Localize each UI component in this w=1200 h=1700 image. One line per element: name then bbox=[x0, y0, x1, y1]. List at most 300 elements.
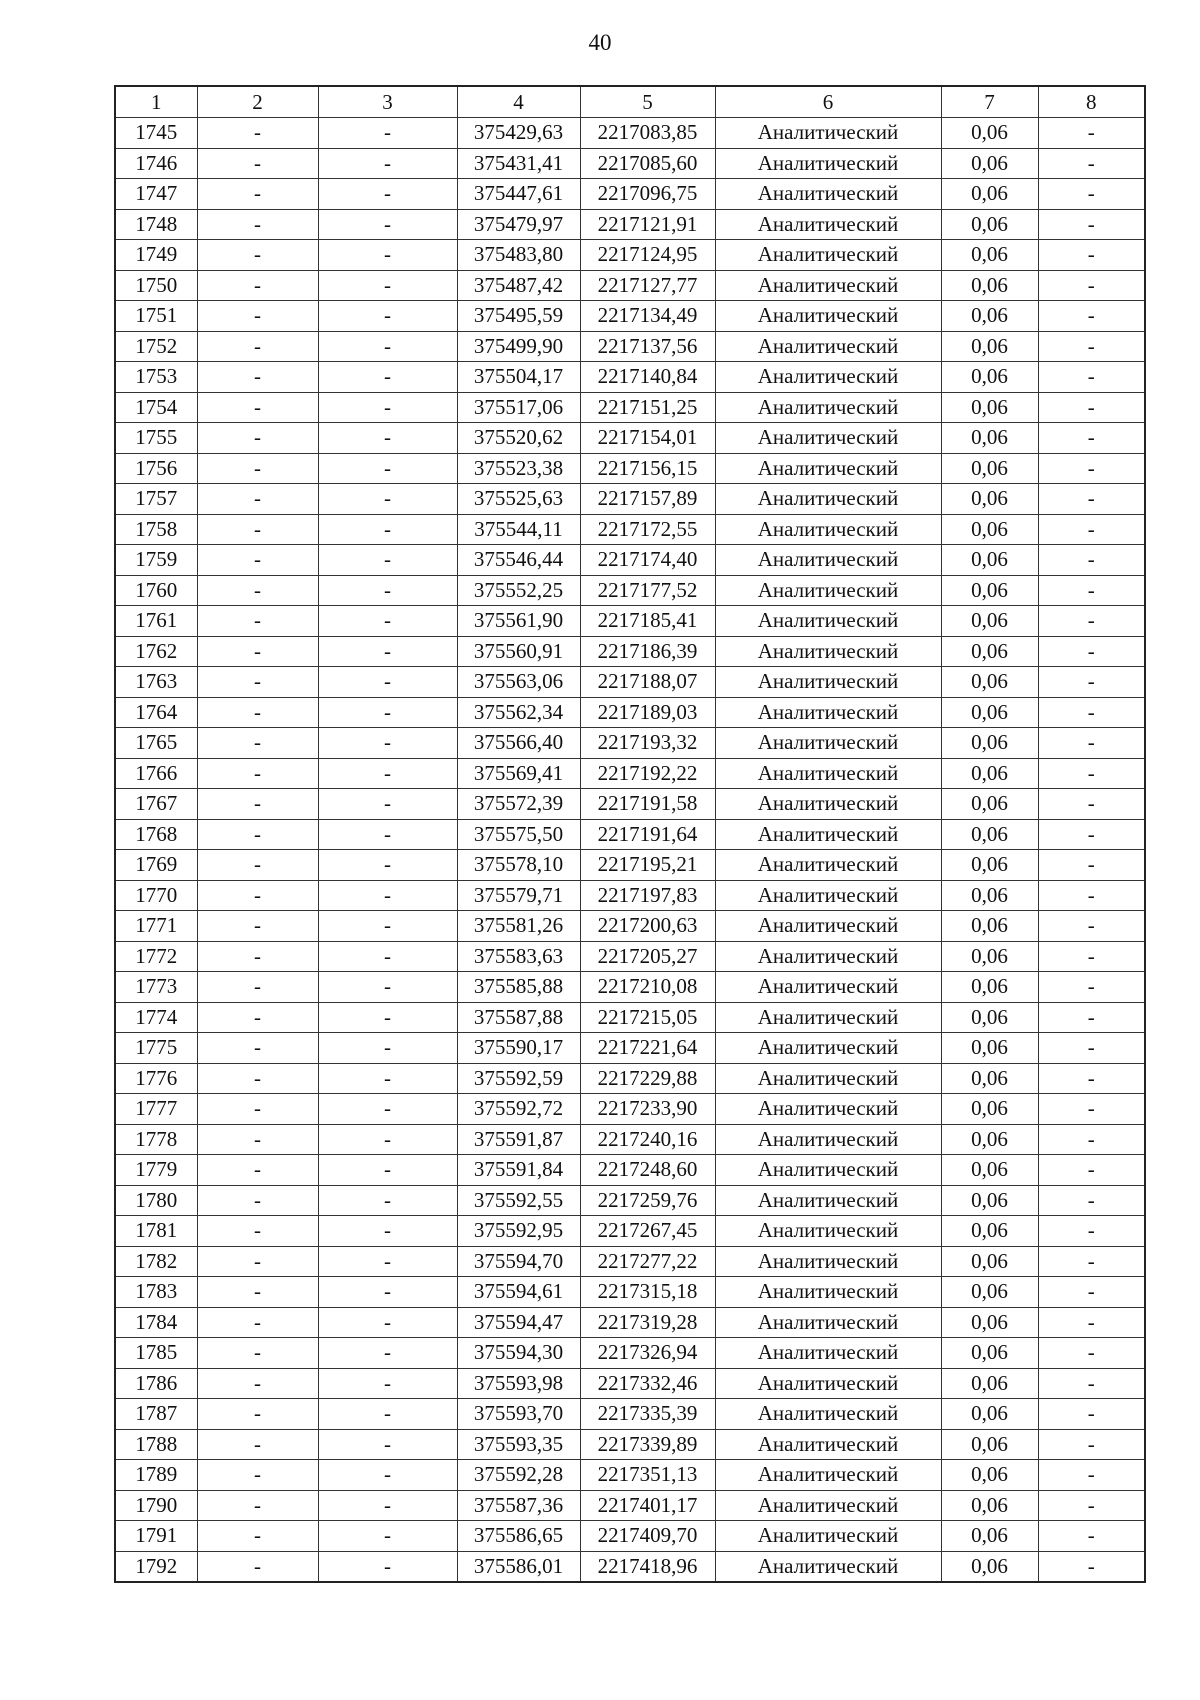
col3-value-cell: - bbox=[318, 1551, 457, 1582]
x-coordinate-cell: 375563,06 bbox=[457, 667, 580, 698]
y-coordinate-cell: 2217096,75 bbox=[580, 179, 715, 210]
table-row bbox=[115, 575, 1145, 606]
table-row bbox=[115, 301, 1145, 332]
y-coordinate-cell: 2217229,88 bbox=[580, 1063, 715, 1094]
col3-value-cell: - bbox=[318, 1399, 457, 1430]
accuracy-cell: 0,06 bbox=[941, 575, 1038, 606]
y-coordinate-cell: 2217156,15 bbox=[580, 453, 715, 484]
method-cell: Аналитический bbox=[715, 331, 941, 362]
col2-value-cell: - bbox=[197, 514, 318, 545]
col3-value-cell: - bbox=[318, 1307, 457, 1338]
accuracy-cell: 0,06 bbox=[941, 362, 1038, 393]
col8-value-cell: - bbox=[1038, 1460, 1145, 1491]
col8-value-cell: - bbox=[1038, 1185, 1145, 1216]
y-coordinate-cell: 2217332,46 bbox=[580, 1368, 715, 1399]
col3-value-cell: - bbox=[318, 1185, 457, 1216]
x-coordinate-cell: 375594,30 bbox=[457, 1338, 580, 1369]
col8-value-cell: - bbox=[1038, 1429, 1145, 1460]
col3-value-cell: - bbox=[318, 240, 457, 271]
y-coordinate-cell: 2217210,08 bbox=[580, 972, 715, 1003]
x-coordinate-cell: 375592,59 bbox=[457, 1063, 580, 1094]
row-number-cell: 1786 bbox=[115, 1368, 197, 1399]
x-coordinate-cell: 375587,36 bbox=[457, 1490, 580, 1521]
col3-value-cell: - bbox=[318, 362, 457, 393]
x-coordinate-cell: 375504,17 bbox=[457, 362, 580, 393]
table-row bbox=[115, 1124, 1145, 1155]
table-row bbox=[115, 1368, 1145, 1399]
accuracy-cell: 0,06 bbox=[941, 972, 1038, 1003]
accuracy-cell: 0,06 bbox=[941, 819, 1038, 850]
table-row bbox=[115, 1185, 1145, 1216]
row-number-cell: 1766 bbox=[115, 758, 197, 789]
row-number-cell: 1784 bbox=[115, 1307, 197, 1338]
col2-value-cell: - bbox=[197, 575, 318, 606]
x-coordinate-cell: 375523,38 bbox=[457, 453, 580, 484]
accuracy-cell: 0,06 bbox=[941, 453, 1038, 484]
accuracy-cell: 0,06 bbox=[941, 1399, 1038, 1430]
col8-value-cell: - bbox=[1038, 331, 1145, 362]
row-number-cell: 1780 bbox=[115, 1185, 197, 1216]
method-cell: Аналитический bbox=[715, 1155, 941, 1186]
x-coordinate-cell: 375592,95 bbox=[457, 1216, 580, 1247]
table-row bbox=[115, 850, 1145, 881]
col2-value-cell: - bbox=[197, 1185, 318, 1216]
y-coordinate-cell: 2217315,18 bbox=[580, 1277, 715, 1308]
accuracy-cell: 0,06 bbox=[941, 789, 1038, 820]
col8-value-cell: - bbox=[1038, 118, 1145, 149]
col2-value-cell: - bbox=[197, 392, 318, 423]
row-number-cell: 1790 bbox=[115, 1490, 197, 1521]
col2-value-cell: - bbox=[197, 1551, 318, 1582]
table-row bbox=[115, 1277, 1145, 1308]
col8-value-cell: - bbox=[1038, 941, 1145, 972]
column-header-3: 3 bbox=[318, 86, 457, 118]
col2-value-cell: - bbox=[197, 331, 318, 362]
row-number-cell: 1746 bbox=[115, 148, 197, 179]
col2-value-cell: - bbox=[197, 728, 318, 759]
accuracy-cell: 0,06 bbox=[941, 1063, 1038, 1094]
method-cell: Аналитический bbox=[715, 118, 941, 149]
method-cell: Аналитический bbox=[715, 362, 941, 393]
row-number-cell: 1767 bbox=[115, 789, 197, 820]
col2-value-cell: - bbox=[197, 1277, 318, 1308]
accuracy-cell: 0,06 bbox=[941, 484, 1038, 515]
accuracy-cell: 0,06 bbox=[941, 331, 1038, 362]
method-cell: Аналитический bbox=[715, 575, 941, 606]
col3-value-cell: - bbox=[318, 301, 457, 332]
method-cell: Аналитический bbox=[715, 1277, 941, 1308]
table-row bbox=[115, 1216, 1145, 1247]
table-row bbox=[115, 240, 1145, 271]
col8-value-cell: - bbox=[1038, 453, 1145, 484]
row-number-cell: 1751 bbox=[115, 301, 197, 332]
x-coordinate-cell: 375594,47 bbox=[457, 1307, 580, 1338]
x-coordinate-cell: 375517,06 bbox=[457, 392, 580, 423]
row-number-cell: 1749 bbox=[115, 240, 197, 271]
column-header-6: 6 bbox=[715, 86, 941, 118]
method-cell: Аналитический bbox=[715, 423, 941, 454]
method-cell: Аналитический bbox=[715, 179, 941, 210]
table-row bbox=[115, 1521, 1145, 1552]
y-coordinate-cell: 2217248,60 bbox=[580, 1155, 715, 1186]
row-number-cell: 1782 bbox=[115, 1246, 197, 1277]
row-number-cell: 1754 bbox=[115, 392, 197, 423]
y-coordinate-cell: 2217137,56 bbox=[580, 331, 715, 362]
table-row bbox=[115, 1063, 1145, 1094]
col8-value-cell: - bbox=[1038, 1551, 1145, 1582]
table-row bbox=[115, 972, 1145, 1003]
table-row bbox=[115, 362, 1145, 393]
col2-value-cell: - bbox=[197, 118, 318, 149]
col2-value-cell: - bbox=[197, 819, 318, 850]
col3-value-cell: - bbox=[318, 1521, 457, 1552]
row-number-cell: 1781 bbox=[115, 1216, 197, 1247]
x-coordinate-cell: 375562,34 bbox=[457, 697, 580, 728]
col2-value-cell: - bbox=[197, 1460, 318, 1491]
table-row bbox=[115, 331, 1145, 362]
y-coordinate-cell: 2217351,13 bbox=[580, 1460, 715, 1491]
accuracy-cell: 0,06 bbox=[941, 636, 1038, 667]
col8-value-cell: - bbox=[1038, 1307, 1145, 1338]
row-number-cell: 1745 bbox=[115, 118, 197, 149]
col3-value-cell: - bbox=[318, 392, 457, 423]
table-row bbox=[115, 1094, 1145, 1125]
col2-value-cell: - bbox=[197, 1063, 318, 1094]
x-coordinate-cell: 375520,62 bbox=[457, 423, 580, 454]
row-number-cell: 1787 bbox=[115, 1399, 197, 1430]
x-coordinate-cell: 375592,55 bbox=[457, 1185, 580, 1216]
col2-value-cell: - bbox=[197, 1216, 318, 1247]
x-coordinate-cell: 375593,70 bbox=[457, 1399, 580, 1430]
y-coordinate-cell: 2217409,70 bbox=[580, 1521, 715, 1552]
col3-value-cell: - bbox=[318, 331, 457, 362]
row-number-cell: 1771 bbox=[115, 911, 197, 942]
col3-value-cell: - bbox=[318, 1277, 457, 1308]
col2-value-cell: - bbox=[197, 240, 318, 271]
col2-value-cell: - bbox=[197, 1368, 318, 1399]
col8-value-cell: - bbox=[1038, 789, 1145, 820]
x-coordinate-cell: 375552,25 bbox=[457, 575, 580, 606]
x-coordinate-cell: 375483,80 bbox=[457, 240, 580, 271]
method-cell: Аналитический bbox=[715, 1185, 941, 1216]
y-coordinate-cell: 2217259,76 bbox=[580, 1185, 715, 1216]
y-coordinate-cell: 2217172,55 bbox=[580, 514, 715, 545]
col3-value-cell: - bbox=[318, 972, 457, 1003]
accuracy-cell: 0,06 bbox=[941, 545, 1038, 576]
x-coordinate-cell: 375590,17 bbox=[457, 1033, 580, 1064]
col8-value-cell: - bbox=[1038, 1521, 1145, 1552]
y-coordinate-cell: 2217319,28 bbox=[580, 1307, 715, 1338]
col2-value-cell: - bbox=[197, 850, 318, 881]
accuracy-cell: 0,06 bbox=[941, 1307, 1038, 1338]
method-cell: Аналитический bbox=[715, 270, 941, 301]
x-coordinate-cell: 375579,71 bbox=[457, 880, 580, 911]
accuracy-cell: 0,06 bbox=[941, 667, 1038, 698]
y-coordinate-cell: 2217205,27 bbox=[580, 941, 715, 972]
y-coordinate-cell: 2217193,32 bbox=[580, 728, 715, 759]
x-coordinate-cell: 375566,40 bbox=[457, 728, 580, 759]
accuracy-cell: 0,06 bbox=[941, 1429, 1038, 1460]
method-cell: Аналитический bbox=[715, 1246, 941, 1277]
col3-value-cell: - bbox=[318, 1124, 457, 1155]
table-row bbox=[115, 392, 1145, 423]
accuracy-cell: 0,06 bbox=[941, 1551, 1038, 1582]
col2-value-cell: - bbox=[197, 1399, 318, 1430]
table-row bbox=[115, 148, 1145, 179]
x-coordinate-cell: 375561,90 bbox=[457, 606, 580, 637]
row-number-cell: 1764 bbox=[115, 697, 197, 728]
col8-value-cell: - bbox=[1038, 636, 1145, 667]
accuracy-cell: 0,06 bbox=[941, 1002, 1038, 1033]
x-coordinate-cell: 375581,26 bbox=[457, 911, 580, 942]
x-coordinate-cell: 375578,10 bbox=[457, 850, 580, 881]
y-coordinate-cell: 2217326,94 bbox=[580, 1338, 715, 1369]
y-coordinate-cell: 2217335,39 bbox=[580, 1399, 715, 1430]
row-number-cell: 1788 bbox=[115, 1429, 197, 1460]
col2-value-cell: - bbox=[197, 545, 318, 576]
x-coordinate-cell: 375586,01 bbox=[457, 1551, 580, 1582]
column-header-8: 8 bbox=[1038, 86, 1145, 118]
col3-value-cell: - bbox=[318, 179, 457, 210]
table-header bbox=[115, 86, 1145, 118]
method-cell: Аналитический bbox=[715, 1460, 941, 1491]
y-coordinate-cell: 2217157,89 bbox=[580, 484, 715, 515]
col2-value-cell: - bbox=[197, 1033, 318, 1064]
table-row bbox=[115, 1460, 1145, 1491]
method-cell: Аналитический bbox=[715, 1124, 941, 1155]
accuracy-cell: 0,06 bbox=[941, 1033, 1038, 1064]
method-cell: Аналитический bbox=[715, 545, 941, 576]
table-row bbox=[115, 1551, 1145, 1582]
table-row bbox=[115, 179, 1145, 210]
x-coordinate-cell: 375569,41 bbox=[457, 758, 580, 789]
row-number-cell: 1763 bbox=[115, 667, 197, 698]
x-coordinate-cell: 375575,50 bbox=[457, 819, 580, 850]
x-coordinate-cell: 375587,88 bbox=[457, 1002, 580, 1033]
method-cell: Аналитический bbox=[715, 1307, 941, 1338]
x-coordinate-cell: 375594,61 bbox=[457, 1277, 580, 1308]
row-number-cell: 1776 bbox=[115, 1063, 197, 1094]
row-number-cell: 1762 bbox=[115, 636, 197, 667]
method-cell: Аналитический bbox=[715, 911, 941, 942]
col8-value-cell: - bbox=[1038, 1399, 1145, 1430]
col3-value-cell: - bbox=[318, 453, 457, 484]
method-cell: Аналитический bbox=[715, 941, 941, 972]
x-coordinate-cell: 375560,91 bbox=[457, 636, 580, 667]
col3-value-cell: - bbox=[318, 850, 457, 881]
method-cell: Аналитический bbox=[715, 392, 941, 423]
y-coordinate-cell: 2217121,91 bbox=[580, 209, 715, 240]
x-coordinate-cell: 375586,65 bbox=[457, 1521, 580, 1552]
x-coordinate-cell: 375431,41 bbox=[457, 148, 580, 179]
col2-value-cell: - bbox=[197, 270, 318, 301]
col8-value-cell: - bbox=[1038, 606, 1145, 637]
accuracy-cell: 0,06 bbox=[941, 1246, 1038, 1277]
y-coordinate-cell: 2217267,45 bbox=[580, 1216, 715, 1247]
row-number-cell: 1773 bbox=[115, 972, 197, 1003]
col8-value-cell: - bbox=[1038, 1277, 1145, 1308]
table-row bbox=[115, 1155, 1145, 1186]
col3-value-cell: - bbox=[318, 209, 457, 240]
row-number-cell: 1789 bbox=[115, 1460, 197, 1491]
table-row bbox=[115, 1246, 1145, 1277]
col3-value-cell: - bbox=[318, 514, 457, 545]
col8-value-cell: - bbox=[1038, 1490, 1145, 1521]
col2-value-cell: - bbox=[197, 1338, 318, 1369]
x-coordinate-cell: 375585,88 bbox=[457, 972, 580, 1003]
y-coordinate-cell: 2217127,77 bbox=[580, 270, 715, 301]
method-cell: Аналитический bbox=[715, 636, 941, 667]
table-row bbox=[115, 789, 1145, 820]
y-coordinate-cell: 2217197,83 bbox=[580, 880, 715, 911]
x-coordinate-cell: 375546,44 bbox=[457, 545, 580, 576]
y-coordinate-cell: 2217185,41 bbox=[580, 606, 715, 637]
column-header-7: 7 bbox=[941, 86, 1038, 118]
col2-value-cell: - bbox=[197, 301, 318, 332]
x-coordinate-cell: 375592,72 bbox=[457, 1094, 580, 1125]
col8-value-cell: - bbox=[1038, 880, 1145, 911]
x-coordinate-cell: 375591,87 bbox=[457, 1124, 580, 1155]
row-number-cell: 1774 bbox=[115, 1002, 197, 1033]
method-cell: Аналитический bbox=[715, 819, 941, 850]
x-coordinate-cell: 375592,28 bbox=[457, 1460, 580, 1491]
y-coordinate-cell: 2217195,21 bbox=[580, 850, 715, 881]
col8-value-cell: - bbox=[1038, 240, 1145, 271]
x-coordinate-cell: 375429,63 bbox=[457, 118, 580, 149]
method-cell: Аналитический bbox=[715, 789, 941, 820]
col2-value-cell: - bbox=[197, 423, 318, 454]
table-row bbox=[115, 941, 1145, 972]
accuracy-cell: 0,06 bbox=[941, 118, 1038, 149]
column-header-5: 5 bbox=[580, 86, 715, 118]
row-number-cell: 1750 bbox=[115, 270, 197, 301]
table-row bbox=[115, 484, 1145, 515]
col2-value-cell: - bbox=[197, 148, 318, 179]
table-row bbox=[115, 1490, 1145, 1521]
x-coordinate-cell: 375479,97 bbox=[457, 209, 580, 240]
row-number-cell: 1772 bbox=[115, 941, 197, 972]
row-number-cell: 1769 bbox=[115, 850, 197, 881]
table-row bbox=[115, 514, 1145, 545]
y-coordinate-cell: 2217277,22 bbox=[580, 1246, 715, 1277]
row-number-cell: 1757 bbox=[115, 484, 197, 515]
y-coordinate-cell: 2217174,40 bbox=[580, 545, 715, 576]
col8-value-cell: - bbox=[1038, 575, 1145, 606]
col3-value-cell: - bbox=[318, 636, 457, 667]
col2-value-cell: - bbox=[197, 667, 318, 698]
accuracy-cell: 0,06 bbox=[941, 941, 1038, 972]
col3-value-cell: - bbox=[318, 667, 457, 698]
table-row bbox=[115, 758, 1145, 789]
col8-value-cell: - bbox=[1038, 545, 1145, 576]
accuracy-cell: 0,06 bbox=[941, 697, 1038, 728]
y-coordinate-cell: 2217189,03 bbox=[580, 697, 715, 728]
y-coordinate-cell: 2217177,52 bbox=[580, 575, 715, 606]
col8-value-cell: - bbox=[1038, 819, 1145, 850]
x-coordinate-cell: 375593,98 bbox=[457, 1368, 580, 1399]
col2-value-cell: - bbox=[197, 972, 318, 1003]
table-row bbox=[115, 1429, 1145, 1460]
accuracy-cell: 0,06 bbox=[941, 1490, 1038, 1521]
accuracy-cell: 0,06 bbox=[941, 850, 1038, 881]
accuracy-cell: 0,06 bbox=[941, 1368, 1038, 1399]
row-number-cell: 1779 bbox=[115, 1155, 197, 1186]
col3-value-cell: - bbox=[318, 118, 457, 149]
col3-value-cell: - bbox=[318, 941, 457, 972]
row-number-cell: 1752 bbox=[115, 331, 197, 362]
accuracy-cell: 0,06 bbox=[941, 1185, 1038, 1216]
row-number-cell: 1761 bbox=[115, 606, 197, 637]
accuracy-cell: 0,06 bbox=[941, 514, 1038, 545]
col3-value-cell: - bbox=[318, 148, 457, 179]
method-cell: Аналитический bbox=[715, 1094, 941, 1125]
table-row bbox=[115, 1002, 1145, 1033]
row-number-cell: 1748 bbox=[115, 209, 197, 240]
row-number-cell: 1785 bbox=[115, 1338, 197, 1369]
accuracy-cell: 0,06 bbox=[941, 911, 1038, 942]
y-coordinate-cell: 2217188,07 bbox=[580, 667, 715, 698]
table-row bbox=[115, 636, 1145, 667]
col2-value-cell: - bbox=[197, 453, 318, 484]
method-cell: Аналитический bbox=[715, 148, 941, 179]
row-number-cell: 1755 bbox=[115, 423, 197, 454]
y-coordinate-cell: 2217134,49 bbox=[580, 301, 715, 332]
row-number-cell: 1777 bbox=[115, 1094, 197, 1125]
table-row bbox=[115, 118, 1145, 149]
row-number-cell: 1768 bbox=[115, 819, 197, 850]
method-cell: Аналитический bbox=[715, 758, 941, 789]
table-body bbox=[115, 118, 1145, 1583]
accuracy-cell: 0,06 bbox=[941, 758, 1038, 789]
col2-value-cell: - bbox=[197, 1094, 318, 1125]
col3-value-cell: - bbox=[318, 880, 457, 911]
row-number-cell: 1775 bbox=[115, 1033, 197, 1064]
column-header-1: 1 bbox=[115, 86, 197, 118]
col2-value-cell: - bbox=[197, 789, 318, 820]
method-cell: Аналитический bbox=[715, 453, 941, 484]
col8-value-cell: - bbox=[1038, 392, 1145, 423]
method-cell: Аналитический bbox=[715, 240, 941, 271]
col8-value-cell: - bbox=[1038, 1338, 1145, 1369]
col2-value-cell: - bbox=[197, 697, 318, 728]
accuracy-cell: 0,06 bbox=[941, 1521, 1038, 1552]
col8-value-cell: - bbox=[1038, 758, 1145, 789]
col8-value-cell: - bbox=[1038, 423, 1145, 454]
accuracy-cell: 0,06 bbox=[941, 179, 1038, 210]
col3-value-cell: - bbox=[318, 1094, 457, 1125]
method-cell: Аналитический bbox=[715, 209, 941, 240]
col8-value-cell: - bbox=[1038, 1216, 1145, 1247]
accuracy-cell: 0,06 bbox=[941, 392, 1038, 423]
table-row bbox=[115, 911, 1145, 942]
accuracy-cell: 0,06 bbox=[941, 606, 1038, 637]
col2-value-cell: - bbox=[197, 758, 318, 789]
method-cell: Аналитический bbox=[715, 697, 941, 728]
page-number: 40 bbox=[588, 30, 612, 55]
col8-value-cell: - bbox=[1038, 484, 1145, 515]
col3-value-cell: - bbox=[318, 728, 457, 759]
y-coordinate-cell: 2217200,63 bbox=[580, 911, 715, 942]
method-cell: Аналитический bbox=[715, 1551, 941, 1582]
col2-value-cell: - bbox=[197, 1429, 318, 1460]
table-row bbox=[115, 697, 1145, 728]
table-row bbox=[115, 880, 1145, 911]
col8-value-cell: - bbox=[1038, 1063, 1145, 1094]
method-cell: Аналитический bbox=[715, 1063, 941, 1094]
y-coordinate-cell: 2217191,58 bbox=[580, 789, 715, 820]
col8-value-cell: - bbox=[1038, 1094, 1145, 1125]
col8-value-cell: - bbox=[1038, 1246, 1145, 1277]
